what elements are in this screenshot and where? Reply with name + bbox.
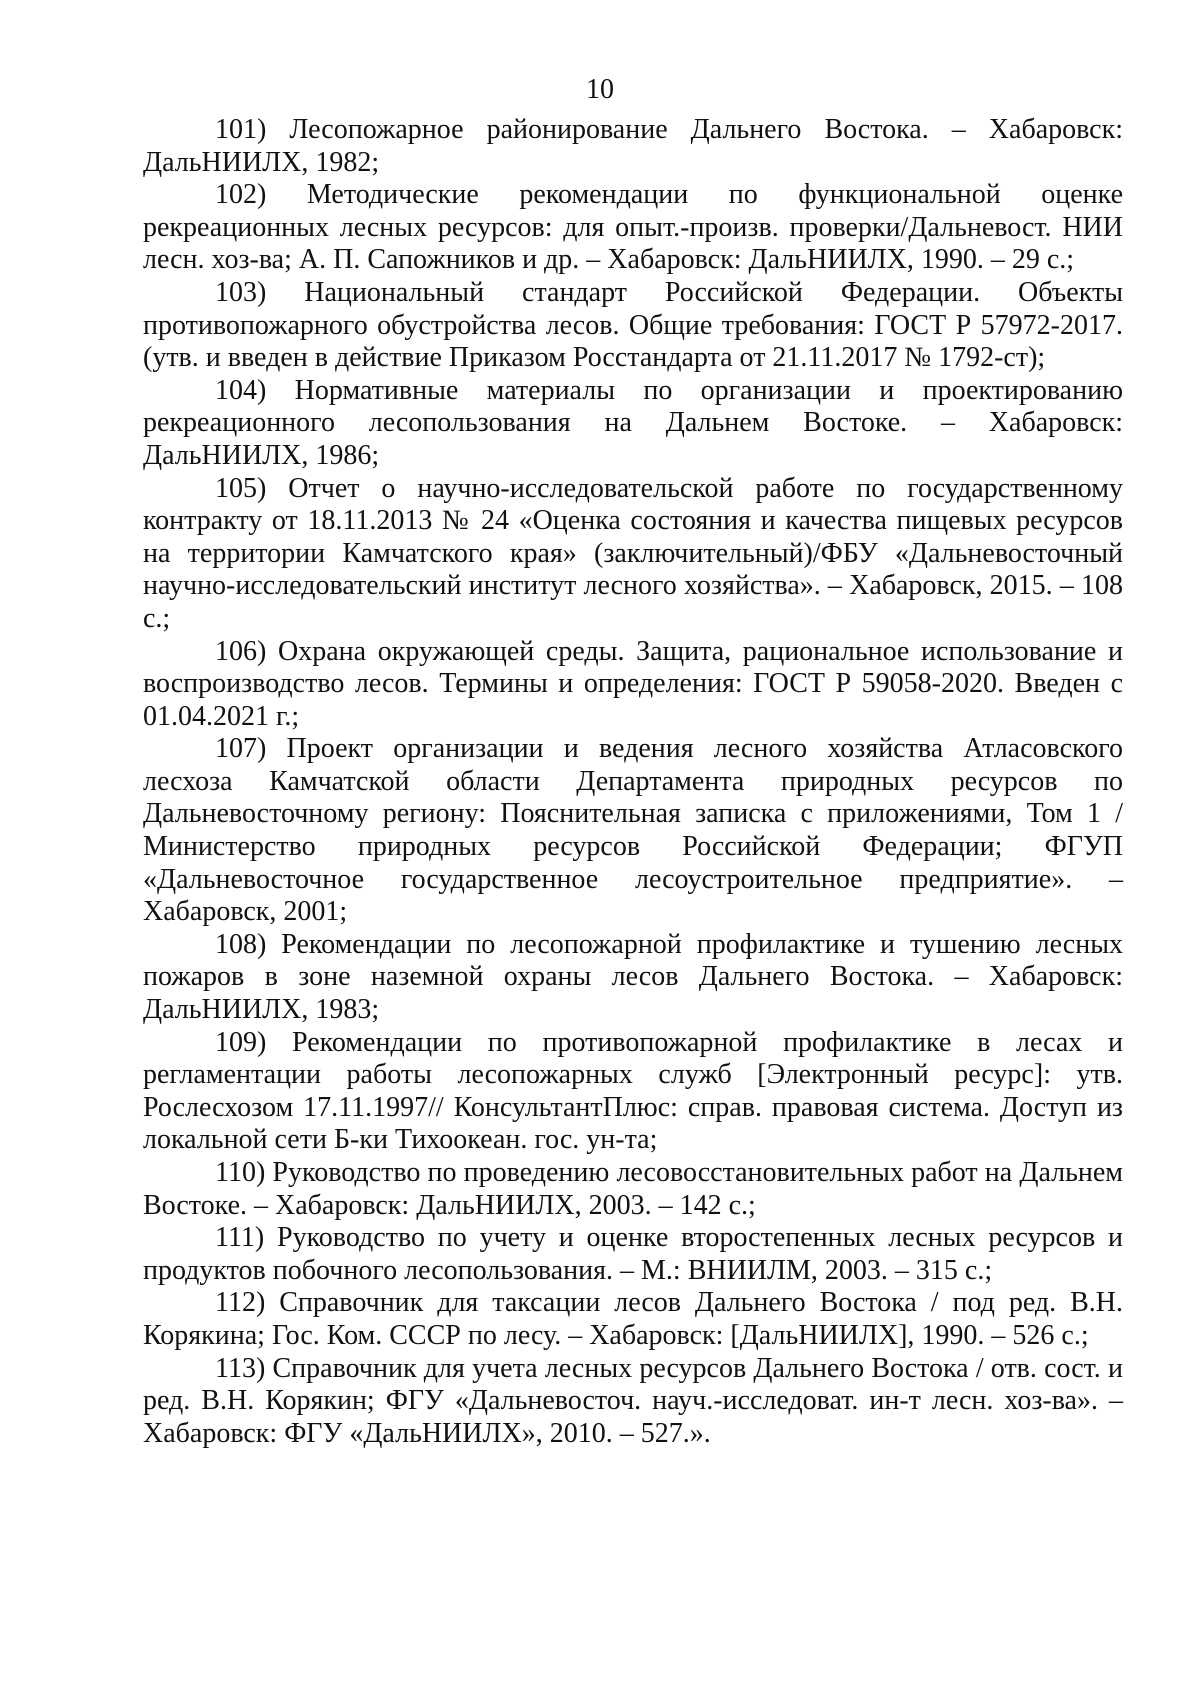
- reference-entry-113: 113) Справочник для учета лесных ресурсов Дальнего Востока / отв. сост. и ред. В.Н. Корякин; ФГУ «Дальневосточ. науч.-исследоват. ин-т лесн. хоз-ва». – Хабаровск: ФГУ «ДальНИИЛХ», 2010. – 527.».: [143, 1352, 1123, 1449]
- reference-entry-111: 111) Руководство по учету и оценке второстепенных лесных ресурсов и продуктов побочного лесопользования. – М.: ВНИИЛМ, 2003. – 315 с.;: [143, 1222, 1123, 1286]
- reference-entry-103: 103) Национальный стандарт Российской Федерации. Объекты противопожарного обустройства лесов. Общие требования: ГОСТ Р 57972-2017. (утв. и введен в действие Приказом Росстандарта от 21.11.2017 № 1792-ст);: [143, 276, 1123, 374]
- reference-entry-104: 104) Нормативные материалы по организации и проектированию рекреационного лесопользования на Дальнем Востоке. – Хабаровск: ДальНИИЛХ, 1986;: [143, 374, 1123, 471]
- reference-entry-112: 112) Справочник для таксации лесов Дальнего Востока / под ред. В.Н. Корякина; Гос. Ком. СССР по лесу. – Хабаровск: [ДальНИИЛХ], 1990. – 526 с.;: [143, 1287, 1123, 1351]
- page-number: 10: [586, 74, 614, 105]
- reference-entry-101: 101) Лесопожарное районирование Дальнего Востока. – Хабаровск: ДальНИИЛХ, 1982;: [143, 114, 1123, 178]
- reference-list: [143, 114, 1123, 1450]
- reference-entry-108: 108) Рекомендации по лесопожарной профилактике и тушению лесных пожаров в зоне наземной охраны лесов Дальнего Востока. – Хабаровск: ДальНИИЛХ, 1983;: [143, 928, 1123, 1026]
- reference-entry-106: 106) Охрана окружающей среды. Защита, рациональное использование и воспроизводство лесов. Термины и определения: ГОСТ Р 59058-2020. Введен с 01.04.2021 г.;: [143, 635, 1123, 732]
- reference-entry-105: 105) Отчет о научно-исследовательской работе по государственному контракту от 18.11.2013 № 24 «Оценка состояния и качества пищевых ресурсов на территории Камчатского края» (заключительный)/ФБУ «Дальневосточный научно-исследовательский институт лесного хозяйства». – Хабаровск, 2015. – 108 с.;: [143, 472, 1123, 634]
- reference-entry-110: 110) Руководство по проведению лесовосстановительных работ на Дальнем Востоке. – Хабаровск: ДальНИИЛХ, 2003. – 142 с.;: [143, 1157, 1123, 1221]
- reference-entry-102: 102) Методические рекомендации по функциональной оценке рекреационных лесных ресурсов: для опыт.-произв. проверки/Дальневост. НИИ лесн. хоз-ва; А. П. Сапожников и др. – Хабаровск: ДальНИИЛХ, 1990. – 29 с.;: [143, 179, 1123, 276]
- reference-entry-109: 109) Рекомендации по противопожарной профилактике в лесах и регламентации работы лесопожарных служб [Электронный ресурс]: утв. Рослесхозом 17.11.1997// КонсультантПлюс: справ. правовая система. Доступ из локальной сети Б-ки Тихоокеан. гос. ун-та;: [143, 1026, 1123, 1156]
- reference-entry-107: 107) Проект организации и ведения лесного хозяйства Атласовского лесхоза Камчатской области Департамента природных ресурсов по Дальневосточному региону: Пояснительная записка с приложениями, Том 1 / Министерство природных ресурсов Российской Федерации; ФГУП «Дальневосточное государственное лесоустроительное предприятие». – Хабаровск, 2001;: [143, 733, 1123, 928]
